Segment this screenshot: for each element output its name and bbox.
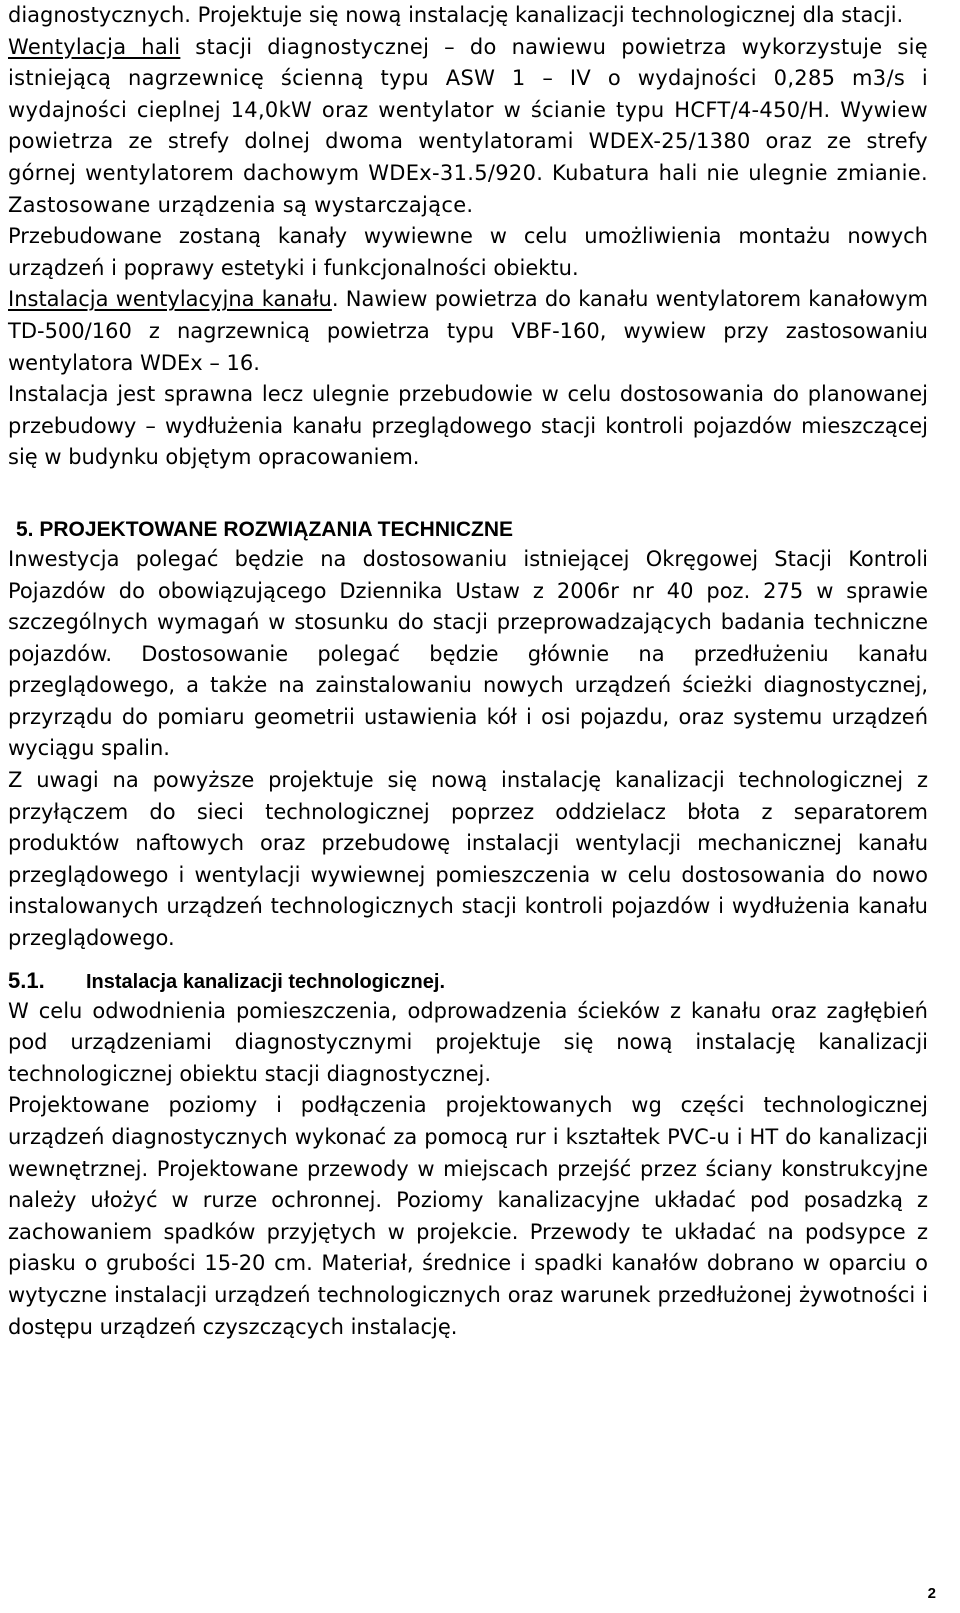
paragraph-design-scope: Z uwagi na powyższe projektuje się nową instalację kanalizacji technologicznej z przyłączem do sieci technologicznej poprzez oddzielacz błota z separatorem produktów naftowych oraz przebudowę instalacji wentylacji mechanicznej kanału przeglądowego i wentylacji wywiewnej pomieszczenia w celu dostosowania do nowo instalowanych urządzeń technologicznych stacji kontroli pojazdów i wydłużenia kanału przeglądowego. (8, 768, 928, 951)
section-spacer (8, 474, 928, 516)
hall-ventilation-label: Wentylacja hali (8, 34, 181, 59)
channel-ventilation-text: . Nawiew powietrza do kanału wentylatorem kanałowym TD-500/160 z nagrzewnicą powietrza typu VBF-160, wywiew przy zastosowaniu wentylatora WDEx – 16. (8, 287, 928, 375)
section-5-1-heading (8, 967, 928, 996)
paragraph-investment: Inwestycja polegać będzie na dostosowaniu istniejącej Okręgowej Stacji Kontroli Pojazdów do obowiązującego Dziennika Ustaw z 2006r nr 40 poz. 275 w sprawie szczególnych wymagań w stosunku do stacji przeprowadzających badania techniczne pojazdów. Dostosowanie polegać będzie głównie na przedłużeniu kanału przeglądowego, a także na zainstalowaniu nowych urządzeń ścieżki diagnostycznej, przyrządu do pomiaru geometrii ustawienia kół i osi pojazdu, oraz systemu urządzeń wyciągu spalin. (8, 546, 928, 761)
paragraph-drainage-purpose: W celu odwodnienia pomieszczenia, odprowadzenia ścieków z kanału oraz zagłębień pod urządzeniami diagnostycznymi projektuje się nową instalację kanalizacji technologicznej obiektu stacji diagnostycznej. (8, 998, 928, 1086)
paragraph-intro-continuation: diagnostycznych. Projektuje się nową instalację kanalizacji technologicznej dla stacji. (8, 3, 904, 27)
section-5-1-number: 5.1. (8, 967, 45, 993)
channel-ventilation-label: Instalacja wentylacyjna kanału (8, 287, 332, 312)
section-5-heading: 5. PROJEKTOWANE ROZWIĄZANIA TECHNICZNE (16, 517, 514, 541)
paragraph-exhaust-ducts: Przebudowane zostaną kanały wywiewne w celu umożliwienia montażu nowych urządzeń i poprawy estetyki i funkcjonalności obiektu. (8, 224, 928, 280)
paragraph-channel-ventilation (8, 284, 928, 379)
page-number: 2 (927, 1585, 936, 1602)
paragraph-installation-rebuild: Instalacja jest sprawna lecz ulegnie przebudowie w celu dostosowania do planowanej przebudowy – wydłużenia kanału przeglądowego stacji kontroli pojazdów mieszczącej się w budynku objętym opracowaniem. (8, 382, 928, 470)
paragraph-hall-ventilation (8, 32, 928, 222)
document-page (8, 0, 928, 1343)
section-5-1-title: Instalacja kanalizacji technologicznej. (86, 970, 446, 993)
paragraph-drainage-details: Projektowane poziomy i podłączenia projektowanych wg części technologicznej urządzeń diagnostycznych wykonać za pomocą rur i kształtek PVC-u i HT do kanalizacji wewnętrznej. Projektowane przewody w miejscach przejść przez ściany konstrukcyjne należy ułożyć w rurze ochronnej. Poziomy kanalizacyjne układać pod posadzką z zachowaniem spadków przyjętych w projekcie. Przewody te układać na podsypce z piasku o grubości 15-20 cm. Materiał, średnice i spadki kanałów dobrano w oparciu o wytyczne instalacji urządzeń technologicznych oraz warunek przedłużonej żywotności i dostępu urządzeń czyszczących instalację. (8, 1093, 928, 1339)
hall-ventilation-text: stacji diagnostycznej – do nawiewu powietrza wykorzystuje się istniejącą nagrzewnicę ścienną typu ASW 1 – IV o wydajności 0,285 m3/s i wydajności cieplnej 14,0kW oraz wentylator w ścianie typu HCFT/4-450/H. Wywiew powietrza ze strefy dolnej dwoma wentylatorami WDEX-25/1380 oraz ze strefy górnej wentylatorem dachowym WDEx-31.5/920. Kubatura hali nie ulegnie zmianie. Zastosowane urządzenia są wystarczające. (8, 34, 928, 217)
